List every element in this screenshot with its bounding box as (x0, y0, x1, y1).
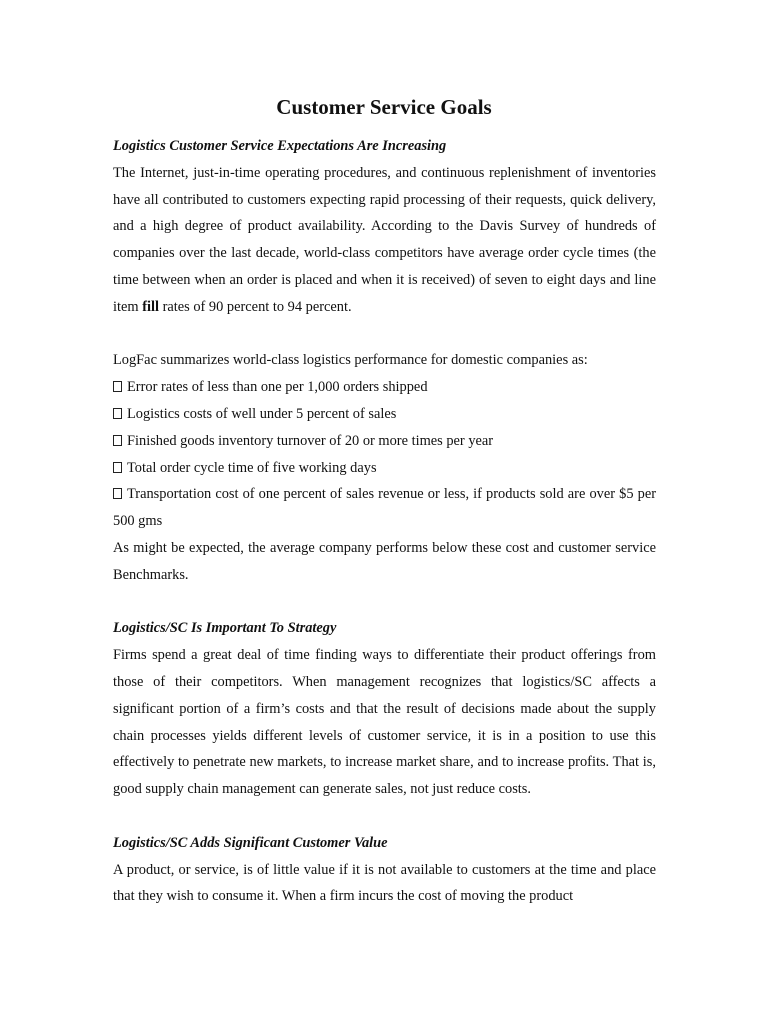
paragraph-text: rates of 90 percent to 94 percent. (158, 298, 352, 315)
list-item (113, 455, 656, 482)
document-title: Customer Service Goals (276, 95, 492, 119)
checkbox-bullet-icon (113, 435, 122, 446)
list-item-text: Finished goods inventory turnover of 20 or more times per year (127, 432, 494, 449)
checkbox-bullet-icon (113, 408, 122, 419)
paragraph-text: The Internet, just-in-time operating procedures, and continuous replenishment of inventories have all contributed to customers expecting rapid processing of their requests, quick delivery, and a high degree of product availability. According to the Davis Survey of hundreds of companies over the last decade, world-class competitors have average order cycle times (the time between when an order is placed and when it is received) of seven to eight days and line item (113, 164, 656, 315)
list-item (113, 401, 656, 428)
paragraph-logfac-intro: LogFac summarizes world-class logistics performance for domestic companies as: (113, 352, 588, 369)
list-item-text: Transportation cost of one percent of sales revenue or less, if products sold are over $5 per 500 gms (113, 486, 656, 530)
bold-term-fill: fill (142, 298, 159, 315)
list-item-text: Logistics costs of well under 5 percent of sales (127, 405, 397, 422)
paragraph-benchmarks: As might be expected, the average company performs below these cost and customer service Benchmarks. (113, 539, 656, 583)
list-item-text: Total order cycle time of five working days (127, 459, 377, 476)
section-heading-customer-value: Logistics/SC Adds Significant Customer Value (113, 834, 388, 851)
section-heading-expectations: Logistics Customer Service Expectations Are Increasing (113, 138, 447, 154)
list-item (113, 481, 656, 535)
section-heading-strategy: Logistics/SC Is Important To Strategy (113, 620, 337, 637)
document-body (113, 133, 656, 910)
benchmark-list (113, 374, 656, 535)
list-item (113, 428, 656, 455)
paragraph-strategy: Firms spend a great deal of time finding ways to differentiate their product offerings from those of their competitors. When management recognizes that logistics/SC affects a significant portion of a firm’s costs and that the result of decisions made about the supply chain processes yields different levels of customer service, it is in a position to use this effectively to penetrate new markets, to increase market share, and to increase profits. That is, good supply chain management can generate sales, not just reduce costs. (113, 647, 656, 798)
checkbox-bullet-icon (113, 381, 122, 392)
paragraph-gap (113, 589, 656, 616)
paragraph-expectations (113, 160, 656, 321)
paragraph-gap (113, 321, 656, 348)
list-item (113, 374, 656, 401)
paragraph-customer-value: A product, or service, is of little value if it is not available to customers at the time and place that they wish to consume it. When a firm incurs the cost of moving the product (113, 861, 656, 905)
checkbox-bullet-icon (113, 462, 122, 473)
paragraph-gap (113, 803, 656, 830)
checkbox-bullet-icon (113, 488, 122, 499)
list-item-text: Error rates of less than one per 1,000 orders shipped (127, 379, 428, 396)
